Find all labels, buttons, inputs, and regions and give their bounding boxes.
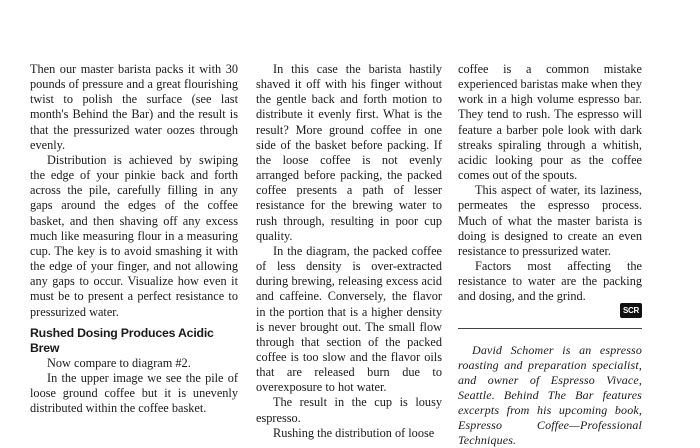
article-column-3	[458, 62, 642, 448]
paragraph: Distribution is achieved by swiping the edge of your pinkie back and forth across the pile, carefully filling in any gaps around the edges of the coffee basket, and then shaving off any excess much like measuring flour in a measuring cup. The key is to avoid smashing it with the edge of your finger, and not allowing any gaps to occur. Visualize how even it must be to present a perfect resistance to pressurized water.	[30, 152, 238, 319]
paragraph: Then our master barista packs it with 30 pounds of pressure and a great flourishing twist to polish the surface (see last month's Behind the Bar) and the result is that the pressurized water oozes through evenly.	[30, 62, 238, 152]
author-bio	[458, 343, 642, 448]
paragraph: In this case the barista hastily shaved it off with his finger without the gentle back and forth motion to distribute it evenly first. What is the result? More ground coffee in one side of the basket before packing. If the loose coffee is not evenly arranged before packing, the packed coffee presents a path of lesser resistance for the brewing water to rush through, resulting in poor cup quality.	[256, 62, 442, 243]
paragraph: In the upper image we see the pile of loose ground coffee but it is unevenly distributed within the coffee basket.	[30, 371, 238, 416]
paragraph: This aspect of water, its laziness, permeates the espresso process. Much of what the master barista is doing is designed to create an even resistance to pressurized water.	[458, 183, 642, 258]
paragraph: Rushing the distribution of loose	[273, 425, 435, 440]
end-mark-wrap	[458, 303, 642, 318]
author-bio-text: David Schomer is an espresso roasting and preparation specialist, and owner of Espresso Vivace, Seattle. Behind The Bar features excerpts from his upcoming book, Espresso Coffee—Professional Techniques.	[458, 342, 642, 447]
paragraph: In the diagram, the packed coffee of less density is over-extracted during brewing, releasing excess acid and caffeine. Conversely, the flavor in the portion that is a higher density is never brought out. The small flow through that section of the packed coffee is too slow and the flavor oils that are released burn due to overexposure to hot water.	[256, 243, 442, 395]
paragraph: Now compare to diagram #2.	[47, 355, 191, 370]
article-column-1	[30, 62, 238, 417]
end-mark-icon: SCR	[620, 303, 642, 318]
article-column-2	[256, 62, 442, 441]
paragraph: The result in the cup is lousy espresso.	[256, 395, 442, 425]
paragraph: Factors most affecting the resistance to water are the packing and dosing, and the grind.	[458, 259, 642, 304]
subheading: Rushed Dosing Produces Acidic Brew	[30, 325, 214, 355]
paragraph: coffee is a common mistake experienced baristas make when they work in a high volume espresso bar. They tend to rush. The espresso will feature a barber pole look with dark streaks spiraling through a whitish, acidic looking pour as the coffee comes out of the spouts.	[458, 62, 642, 183]
divider	[458, 328, 642, 329]
